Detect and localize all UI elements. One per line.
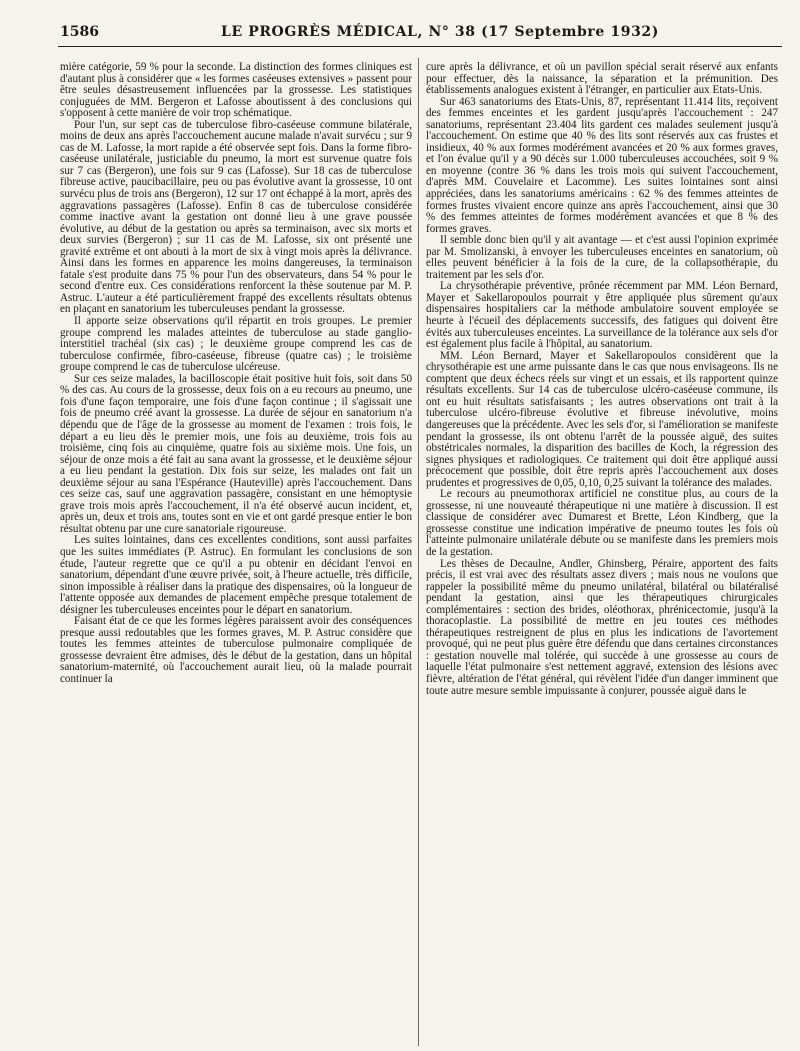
page-header xyxy=(58,22,782,47)
paragraph: Il apporte seize observations qu'il répartit en trois groupes. Le premier groupe comprend les malades atteintes de tuberculose au stade ganglio-interstitiel trachéal (six cas) ; le deuxième groupe comprend les cas de tuberculose confirmée, fibro-caséeuse, fibreuse (quatre cas) ; le troisième groupe comprend le cas de tuberculose ulcéreuse. xyxy=(60,315,412,374)
paragraph: Faisant état de ce que les formes légères paraissent avoir des conséquences presque aussi redoutables que les formes graves, M. P. Astruc considère que toutes les femmes atteintes de tuberculose pulmonaire compliquée de grossesse devraient être admises, dès le début de la gestation, dans un hôpital sanatorium-maternité, où l'accouchement aurait lieu, où la malade pourrait continuer la xyxy=(60,615,412,685)
right-text-column xyxy=(426,62,778,1042)
paragraph: MM. Léon Bernard, Mayer et Sakellaropoulos considèrent que la chrysothérapie est une arme puissante dans le cas que nous envisageons. Ils ne comptent que deux échecs réels sur vingt et un essais, et ils rapportent quinze résultats excellents. Sur 14 cas de tuberculose ulcéro-caséeuse commune, ils ont eu huit résultats satisfaisants ; les autres observations ont trait à la tuberculose ulcéro-fibreuse évolutive et fibreuse inévolutive, moins dangereuses que la précédente. Avec les sels d'or, si l'amélioration se manifeste pendant la grossesse, ils ont obtenu l'arrêt de la poussée aiguë, des suites obstétricales normales, la disparition des bacilles de Koch, la régression des signes physiques et radiologiques. Ce traitement qui doit être appliqué aussi précocement que possible, doit être repris après l'accouchement aux doses prudentes et progressives de 0,05, 0,10, 0,25 suivant la tolérance des malades. xyxy=(426,349,778,489)
paragraph: Il semble donc bien qu'il y ait avantage — et c'est aussi l'opinion exprimée par M. Smolizanski, à envoyer les tuberculeuses enceintes en sanatorium, où elles peuvent bénéficier à la fois de la cure, de la collapsothérapie, du traitement par les sels d'or. xyxy=(426,234,778,281)
paragraph: Le recours au pneumothorax artificiel ne constitue plus, au cours de la grossesse, ni une nouveauté thérapeutique ni une matière à discussion. Il est classique de considérer avec Dumarest et Brette, Léon Kindberg, que la grossesse constitue une indication impérative de pneumo toutes les fois où l'atteinte pulmonaire unilatérale débute ou se manifeste dans les premiers mois de la gestation. xyxy=(426,488,778,558)
page-number: 1586 xyxy=(60,24,99,40)
paragraph: cure après la délivrance, et où un pavillon spécial serait réservé aux enfants pour effectuer, dès la naissance, la séparation et la prémunition. Des établissements analogues existent à l'étranger, en particulier aux Etats-Unis. xyxy=(426,62,778,97)
paragraph: Pour l'un, sur sept cas de tuberculose fibro-caséeuse commune bilatérale, moins de deux ans après l'accouchement aucune malade n'avait survécu ; sur 9 cas de M. Lafosse, la mort rapide a été observée sept fois. Dans la forme fibro-caséeuse unilatérale, justiciable du pneumo, la mort est survenue quatre fois sur 7 cas (Bergeron), une fois sur 9 cas (Lafosse). Sur 18 cas de tuberculose fibreuse active, paucibacillaire, peu ou pas évolutive avant la grossesse, 10 ont survécu plus de trois ans (Bergeron), 12 sur 17 ont échappé à la mort, après des aggravations passagères (Lafosse). Enfin 8 cas de tuberculose considérée comme inactive avant la gestation ont donné lieu à une grave poussée évolutive, au début de la gestation ou après sa terminaison, avec six morts et deux survies (Bergeron) ; sur 11 cas de M. Lafosse, six ont présenté une gravité extrême et ont abouti à la mort de six à vingt mois après la délivrance. Ainsi dans les formes en apparence les moins dangereuses, la terminaison fatale s'est produite dans 75 % pour l'un des observateurs, dans 54 % pour le second d'entre eux. Ces considérations renforcent la thèse soutenue par M. P. Astruc. L'auteur a été particulièrement frappé des excellents résultats obtenus en plaçant en sanatorium les tuberculeuses pendant la grossesse. xyxy=(60,118,412,316)
paragraph: mière catégorie, 59 % pour la seconde. La distinction des formes cliniques est d'autant plus à considérer que « les formes caséeuses extensives » passent pour être seules désastreusement influencées par la grossesse. Les statistiques conjuguées de MM. Bergeron et Lafosse aboutissent à des conclusions qui s'opposent à cette manière de voir trop schématique. xyxy=(60,62,412,120)
journal-title: LE PROGRÈS MÉDICAL, N° 38 (17 Septembre 1932) xyxy=(221,24,659,40)
left-text-column xyxy=(60,62,412,1042)
paragraph: Les thèses de Decaulne, Andler, Ghinsberg, Péraire, apportent des faits précis, il est vrai avec des résultats assez divers ; mais nous ne voulons que rappeler la possibilité même du pneumo unilatéral, bilatéral ou bilatéralisé pendant la gestation, ainsi que les thérapeutiques chirurgicales complémentaires : section des brides, oléothorax, phrénicectomie, jusqu'à la thoracoplastie. La possibilité de mettre en jeu toutes ces méthodes thérapeutiques restreignent de plus en plus les indications de l'avortement provoqué, qui ne peut plus guère être défendu que dans certaines circonstances : gestation nouvelle mal tolérée, qui succède à une grossesse au cours de laquelle l'état pulmonaire s'est nettement aggravé, extension des lésions avec fièvre, altération de l'état général, qui révèlent l'idée d'un danger imminent que toute autre mesure semble impuissante à conjurer, poussée aiguë dans le xyxy=(426,557,778,697)
paragraph: Sur ces seize malades, la bacilloscopie était positive huit fois, soit dans 50 % des cas. Au cours de la grossesse, deux fois on a eu recours au pneumo, une fois d'une façon temporaire, une fois d'une façon continue ; il s'agissait une fois de pneumo créé avant la grossesse. La durée de séjour en sanatorium n'a dépendu que de l'âge de la grossesse au moment de l'examen : trois fois, le départ a eu lieu dès le premier mois, une fois au deuxième, trois fois au troisième, cinq fois au cinquième, quatre fois au sixième mois. Une fois, un séjour de onze mois a été fait au sana avant la grossesse, et le deuxième séjour a eu lieu pendant la gestation. Dix fois sur seize, les malades ont fait un deuxième séjour au sana l'Espérance (Hauteville) après l'accouchement. Dans ces seize cas, sauf une aggravation passagère, consistant en une hémoptysie grave trois mois après l'accouchement, il n'a été observé aucun incident, et, après un, deux et trois ans, toutes sont en vie et ont gardé presque entier le bon résultat obtenu par une cure sanatoriale rigoureuse. xyxy=(60,372,412,535)
paragraph: Les suites lointaines, dans ces excellentes conditions, sont aussi parfaites que les suites immédiates (P. Astruc). En formulant les conclusions de son étude, l'auteur regrette que ce qu'il a pu obtenir en décidant l'envoi en sanatorium, dépendant d'une œuvre privée, soit, à l'heure actuelle, très difficile, sinon impossible à réaliser dans la pratique des dispensaires, où la longueur de l'attente opposée aux demandes de placement empêche presque totalement de désigner les tuberculeuses enceintes pour le départ en sanatorium. xyxy=(60,534,412,616)
paragraph: La chrysothérapie préventive, prônée récemment par MM. Léon Bernard, Mayer et Sakellaropoulos pourrait y être appliquée plus sûrement qu'aux dispensaires hospitaliers car la méthode ambulatoire souvent employée se heurte à l'écueil des déplacements successifs, des fatigues qui doivent être évités aux tuberculeuses enceintes. La surveillance de la tolérance aux sels d'or est également plus facile à l'hôpital, au sanatorium. xyxy=(426,280,778,351)
paragraph: Sur 463 sanatoriums des Etats-Unis, 87, représentant 11.414 lits, reçoivent des femmes enceintes et les gardent jusqu'après l'accouchement : 247 sanatoriums, représentant 23.404 lits gardent ces malades seulement jusqu'à l'accouchement. On estime que 40 % des lits sont réservés aux cas frustes et insidieux, 40 % aux formes modérément avancées et 20 % aux formes graves, et l'on évalue qu'il y a 90 décès sur 1.000 tuberculeuses accouchées, soit 9 % en moyenne (contre 36 % dans les trois mois qui suivent l'accouchement, d'après MM. Couvelaire et Lacomme). Les suites lointaines sont ainsi appréciées, dans les sanatoriums américains : 62 % des femmes atteintes de formes frustes vivaient encore quinze ans après l'accouchement, ainsi que 30 % des femmes atteintes de formes modérément avancées et que 8 % des formes graves. xyxy=(426,95,778,235)
column-divider xyxy=(418,58,419,1046)
